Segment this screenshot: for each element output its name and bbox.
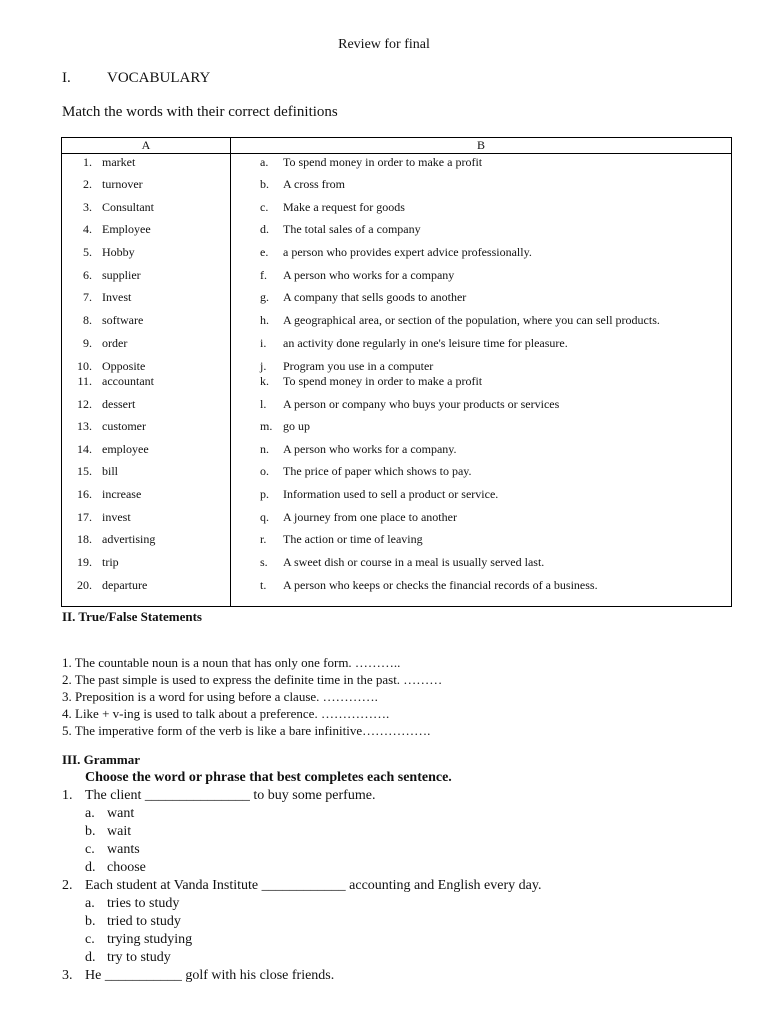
definition-letter: i. (260, 336, 267, 350)
header-divider (62, 153, 731, 154)
grammar-question (62, 878, 541, 894)
definition-letter: m. (260, 419, 273, 433)
section-title-vocabulary: VOCABULARY (107, 70, 211, 86)
definition-text: Make a request for goods (283, 200, 405, 214)
option-text: wait (107, 824, 132, 839)
definition-letter: l. (260, 397, 267, 411)
definition-letter: f. (260, 268, 267, 282)
definition-letter: o. (260, 464, 269, 478)
question-text: He ___________ golf with his close friends. (85, 968, 335, 983)
vocab-word: Consultant (102, 200, 155, 214)
definition-text: A person or company who buys your products or services (283, 397, 560, 411)
section-title-true-false: II. True/False Statements (62, 609, 202, 624)
question-number: 3. (62, 968, 73, 983)
row-number: 5. (83, 245, 92, 259)
vocab-word: Hobby (102, 245, 135, 259)
vocabulary-table (61, 137, 732, 607)
row-number: 8. (83, 313, 92, 327)
answer-option (85, 824, 131, 840)
vocab-word: bill (102, 464, 119, 478)
vocab-word: advertising (102, 532, 156, 546)
definition-letter: s. (260, 555, 268, 569)
definition-text: A sweet dish or course in a meal is usually served last. (283, 555, 545, 569)
true-false-statement: 4. Like + v-ing is used to talk about a preference. ……………. (62, 706, 390, 721)
question-number: 1. (62, 788, 73, 803)
answer-option (85, 896, 179, 912)
vocab-word: trip (102, 555, 119, 569)
option-text: wants (107, 842, 140, 857)
definition-text: A company that sells goods to another (283, 290, 467, 304)
column-header-b: B (476, 138, 485, 152)
definition-letter: t. (260, 578, 267, 592)
row-number: 10. (77, 359, 92, 373)
definition-letter: h. (260, 313, 269, 327)
vocabulary-instruction: Match the words with their correct definitions (62, 104, 338, 120)
vocab-word: market (102, 155, 136, 169)
option-letter: d. (85, 860, 96, 875)
definition-text: A person who keeps or checks the financial records of a business. (283, 578, 598, 592)
row-number: 15. (77, 464, 92, 478)
option-letter: d. (85, 950, 96, 965)
row-number: 16. (77, 487, 92, 501)
answer-option (85, 932, 192, 948)
row-number: 9. (83, 336, 92, 350)
vocab-word: Employee (102, 222, 151, 236)
definition-letter: k. (260, 374, 269, 388)
option-letter: a. (85, 896, 95, 911)
row-number: 19. (77, 555, 92, 569)
option-letter: b. (85, 824, 96, 839)
true-false-statement: 1. The countable noun is a noun that has only one form. ……….. (62, 655, 401, 670)
question-text: Each student at Vanda Institute ____________ accounting and English every day. (85, 878, 542, 893)
definition-text: A person who works for a company (283, 268, 455, 282)
definition-text: go up (283, 419, 310, 433)
column-header-a: A (141, 138, 151, 152)
row-number: 11. (77, 374, 92, 388)
vocab-word: Opposite (102, 359, 146, 373)
page-title: Review for final (338, 37, 430, 52)
definition-text: A cross from (283, 177, 345, 191)
vocab-word: customer (102, 419, 146, 433)
row-number: 18. (77, 532, 92, 546)
definition-text: To spend money in order to make a profit (283, 155, 483, 169)
definition-text: The total sales of a company (283, 222, 421, 236)
grammar-question (62, 968, 334, 984)
option-text: tries to study (107, 896, 180, 911)
row-number: 6. (83, 268, 92, 282)
definition-letter: n. (260, 442, 269, 456)
row-number: 4. (83, 222, 92, 236)
true-false-statement: 2. The past simple is used to express the definite time in the past. ……… (62, 672, 443, 687)
row-number: 14. (77, 442, 92, 456)
option-text: trying studying (107, 932, 193, 947)
vocab-word: employee (102, 442, 149, 456)
definition-text: A geographical area, or section of the population, where you can sell products. (283, 313, 660, 327)
definition-letter: c. (260, 200, 269, 214)
definition-text: Information used to sell a product or service. (283, 487, 499, 501)
vocab-word: supplier (102, 268, 141, 282)
grammar-question (62, 788, 375, 804)
answer-option (85, 914, 181, 930)
answer-option (85, 860, 146, 876)
vocab-word: accountant (102, 374, 154, 388)
question-text: The client _______________ to buy some perfume. (85, 788, 376, 803)
answer-option (85, 806, 134, 822)
definition-letter: j. (260, 359, 267, 373)
option-letter: b. (85, 914, 96, 929)
definition-text: The price of paper which shows to pay. (283, 464, 472, 478)
definition-letter: e. (260, 245, 269, 259)
vocab-word: order (102, 336, 128, 350)
option-text: try to study (107, 950, 171, 965)
option-letter: c. (85, 932, 95, 947)
row-number: 3. (83, 200, 92, 214)
definition-letter: d. (260, 222, 269, 236)
vocab-word: increase (102, 487, 142, 501)
row-number: 2. (83, 177, 92, 191)
true-false-statement: 3. Preposition is a word for using before a clause. …………. (62, 689, 378, 704)
definition-text: Program you use in a computer (283, 359, 434, 373)
vocab-word: invest (102, 510, 131, 524)
answer-option (85, 842, 140, 858)
option-text: tried to study (107, 914, 181, 929)
definition-text: To spend money in order to make a profit (283, 374, 483, 388)
definition-letter: g. (260, 290, 269, 304)
row-number: 12. (77, 397, 92, 411)
option-text: choose (107, 860, 146, 875)
vocab-word: turnover (102, 177, 143, 191)
answer-option (85, 950, 171, 966)
definition-letter: q. (260, 510, 269, 524)
definition-text: a person who provides expert advice professionally. (283, 245, 532, 259)
column-divider (230, 138, 231, 606)
definition-text: The action or time of leaving (283, 532, 423, 546)
grammar-instruction: Choose the word or phrase that best completes each sentence. (85, 770, 452, 785)
definition-letter: r. (260, 532, 267, 546)
section-title-grammar: III. Grammar (62, 752, 140, 767)
question-number: 2. (62, 878, 73, 893)
row-number: 20. (77, 578, 92, 592)
section-number: I. (62, 70, 71, 86)
definition-text: A person who works for a company. (283, 442, 457, 456)
option-letter: c. (85, 842, 95, 857)
vocab-word: Invest (102, 290, 132, 304)
true-false-statement: 5. The imperative form of the verb is like a bare infinitive……………. (62, 723, 431, 738)
definition-text: A journey from one place to another (283, 510, 457, 524)
vocab-word: software (102, 313, 144, 327)
row-number: 17. (77, 510, 92, 524)
vocab-word: dessert (102, 397, 136, 411)
row-number: 1. (83, 155, 92, 169)
vocab-word: departure (102, 578, 148, 592)
definition-letter: a. (260, 155, 269, 169)
row-number: 13. (77, 419, 92, 433)
definition-letter: p. (260, 487, 269, 501)
option-letter: a. (85, 806, 95, 821)
option-text: want (107, 806, 135, 821)
row-number: 7. (83, 290, 92, 304)
definition-text: an activity done regularly in one's leisure time for pleasure. (283, 336, 568, 350)
definition-letter: b. (260, 177, 269, 191)
